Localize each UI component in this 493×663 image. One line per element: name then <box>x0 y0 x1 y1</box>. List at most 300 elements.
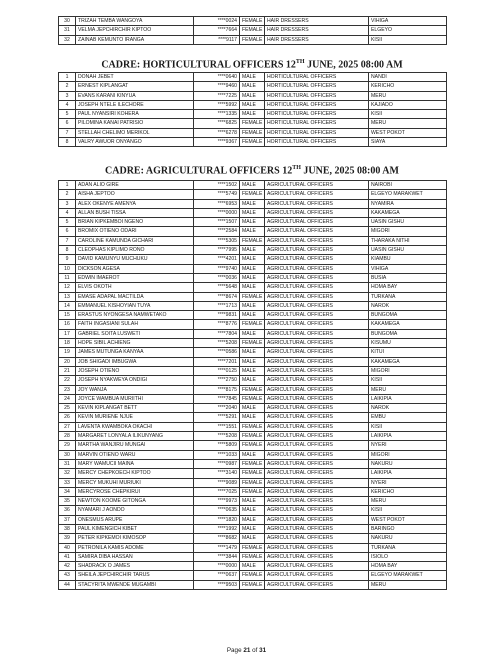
cell-row-number: 6 <box>59 119 76 128</box>
cell-row-number: 4 <box>59 208 76 217</box>
cell-name: ERNEST KIPLANGAT <box>76 82 194 91</box>
cell-county: BUNGOMA <box>369 329 447 338</box>
cell-id-number: ****2040 <box>194 404 240 413</box>
cell-cadre: AGRICULTURAL OFFICERS <box>265 292 369 301</box>
cell-cadre: AGRICULTURAL OFFICERS <box>265 450 369 459</box>
total-pages-number: 31 <box>259 647 267 654</box>
cell-cadre: AGRICULTURAL OFFICERS <box>265 385 369 394</box>
cell-row-number: 16 <box>59 320 76 329</box>
cell-cadre: AGRICULTURAL OFFICERS <box>265 580 369 589</box>
table-row <box>59 246 447 255</box>
cell-id-number: ****1992 <box>194 524 240 533</box>
cell-county: MERU <box>369 91 447 100</box>
cell-row-number: 43 <box>59 571 76 580</box>
cell-row-number: 38 <box>59 524 76 533</box>
cell-cadre: AGRICULTURAL OFFICERS <box>265 366 369 375</box>
cell-row-number: 8 <box>59 138 76 147</box>
table-row <box>59 208 447 217</box>
cell-county: THARAKA NITHI <box>369 236 447 245</box>
heading-agricultural-officers: CADRE: AGRICULTURAL OFFICERS 12TH JUNE, 2025 08:00 AM <box>105 165 399 177</box>
table-row <box>59 478 447 487</box>
cell-id-number: ****1551 <box>194 422 240 431</box>
cell-id-number: ****0987 <box>194 459 240 468</box>
cell-name: EDWIN IMAEROT <box>76 273 194 282</box>
cell-name: MERCY CHEPKOECH KIPTOO <box>76 469 194 478</box>
cell-gender: MALE <box>240 255 265 264</box>
cell-cadre: AGRICULTURAL OFFICERS <box>265 357 369 366</box>
cell-row-number: 26 <box>59 413 76 422</box>
cell-gender: MALE <box>240 199 265 208</box>
cell-row-number: 10 <box>59 264 76 273</box>
cell-gender: MALE <box>240 357 265 366</box>
table-row <box>59 292 447 301</box>
cell-county: KISII <box>369 376 447 385</box>
cell-name: EMASE ADAPAL MACTILDA <box>76 292 194 301</box>
cell-cadre: AGRICULTURAL OFFICERS <box>265 181 369 190</box>
cell-id-number: ****0637 <box>194 571 240 580</box>
cell-row-number: 18 <box>59 339 76 348</box>
cell-county: HOMA BAY <box>369 283 447 292</box>
table-row <box>59 100 447 109</box>
cell-name: KEVIN KIPLANGAT BETT <box>76 404 194 413</box>
table-row <box>59 394 447 403</box>
cell-name: HOPE SIBIL ACHIENG <box>76 339 194 348</box>
table-row <box>59 255 447 264</box>
cell-id-number: ****0635 <box>194 506 240 515</box>
table-row <box>59 422 447 431</box>
cell-cadre: AGRICULTURAL OFFICERS <box>265 562 369 571</box>
cell-gender: MALE <box>240 218 265 227</box>
cell-gender: FEMALE <box>240 119 265 128</box>
cell-row-number: 7 <box>59 236 76 245</box>
table-row <box>59 26 447 35</box>
table-row <box>59 119 447 128</box>
table-row <box>59 110 447 119</box>
cell-gender: FEMALE <box>240 385 265 394</box>
cell-row-number: 11 <box>59 273 76 282</box>
cell-cadre: AGRICULTURAL OFFICERS <box>265 441 369 450</box>
cell-id-number: ****6825 <box>194 119 240 128</box>
cell-name: ELVIS OKOTH <box>76 283 194 292</box>
cell-id-number: ****0640 <box>194 73 240 82</box>
table-row <box>59 283 447 292</box>
cell-row-number: 29 <box>59 441 76 450</box>
cell-name: ADAN ALIO GIRE <box>76 181 194 190</box>
cell-county: KERICHO <box>369 487 447 496</box>
cell-county: TURKANA <box>369 543 447 552</box>
cell-gender: FEMALE <box>240 580 265 589</box>
table-row <box>59 35 447 44</box>
cell-name: KEVIN MURIENE NJUE <box>76 413 194 422</box>
cell-id-number: ****8776 <box>194 320 240 329</box>
cell-id-number: ****2584 <box>194 227 240 236</box>
cell-county: WEST POKOT <box>369 128 447 137</box>
cell-county: MIGORI <box>369 450 447 459</box>
cell-county: KISUMU <box>369 339 447 348</box>
cell-name: JOSEPH OTIENO <box>76 366 194 375</box>
cell-gender: MALE <box>240 91 265 100</box>
cell-gender: FEMALE <box>240 459 265 468</box>
cell-row-number: 41 <box>59 552 76 561</box>
cell-cadre: AGRICULTURAL OFFICERS <box>265 543 369 552</box>
cell-id-number: ****8682 <box>194 534 240 543</box>
cell-name: DICKSON AGESA <box>76 264 194 273</box>
heading-horticultural-officers: CADRE: HORTICULTURAL OFFICERS 12TH JUNE, 2025 08:00 AM <box>101 59 403 71</box>
cell-name: PAUL NYANSIRI KOHERA <box>76 110 194 119</box>
cell-county: MIGORI <box>369 227 447 236</box>
cell-name: BRIAN KIPKEMBOI NGENO <box>76 218 194 227</box>
table-row <box>59 524 447 533</box>
table-row <box>59 264 447 273</box>
cell-name: MARY WAMUCII MAINA <box>76 459 194 468</box>
cell-row-number: 30 <box>59 17 76 26</box>
cell-name: ERASTUS NYONGESA NAMWETAKO <box>76 311 194 320</box>
cell-id-number: ****7995 <box>194 246 240 255</box>
cell-cadre: HORTICULTURAL OFFICERS <box>265 82 369 91</box>
cell-name: CAROLINE KAMUNDA GICHARI <box>76 236 194 245</box>
table-row <box>59 236 447 245</box>
cell-county: KIAMBU <box>369 255 447 264</box>
table-row <box>59 301 447 310</box>
cell-gender: FEMALE <box>240 17 265 26</box>
table-row <box>59 366 447 375</box>
table-row <box>59 543 447 552</box>
table-row <box>59 190 447 199</box>
table-row <box>59 571 447 580</box>
cell-county: MERU <box>369 580 447 589</box>
cell-row-number: 8 <box>59 246 76 255</box>
cell-cadre: HORTICULTURAL OFFICERS <box>265 100 369 109</box>
cell-name: PETER KIPKEMOI KIMOSOP <box>76 534 194 543</box>
cell-row-number: 36 <box>59 506 76 515</box>
cell-cadre: AGRICULTURAL OFFICERS <box>265 246 369 255</box>
cell-gender: MALE <box>240 329 265 338</box>
cell-cadre: AGRICULTURAL OFFICERS <box>265 534 369 543</box>
cell-name: SAMIRA DIBA HASSAN <box>76 552 194 561</box>
cell-county: EMBU <box>369 413 447 422</box>
cell-county: KERICHO <box>369 82 447 91</box>
cell-id-number: ****7025 <box>194 487 240 496</box>
cell-gender: MALE <box>240 110 265 119</box>
cell-county: KISII <box>369 110 447 119</box>
table-row <box>59 329 447 338</box>
cell-county: ELGEYO <box>369 26 447 35</box>
cell-name: PAUL KIMENGICH KIBET <box>76 524 194 533</box>
cell-gender: MALE <box>240 181 265 190</box>
cell-county: MERU <box>369 385 447 394</box>
cell-name: MARGARET LONYALA ILIKUNYANG <box>76 432 194 441</box>
cell-id-number: ****9973 <box>194 497 240 506</box>
cell-id-number: ****8175 <box>194 385 240 394</box>
cell-gender: FEMALE <box>240 432 265 441</box>
cell-name: DAVID KAMUNYU MUCHUKU <box>76 255 194 264</box>
cell-row-number: 5 <box>59 218 76 227</box>
table-row <box>59 580 447 589</box>
cell-row-number: 31 <box>59 26 76 35</box>
cell-id-number: ****1033 <box>194 450 240 459</box>
cell-cadre: AGRICULTURAL OFFICERS <box>265 236 369 245</box>
cell-name: VALRY AWUOR ONYANGO <box>76 138 194 147</box>
cell-cadre: AGRICULTURAL OFFICERS <box>265 515 369 524</box>
cell-gender: MALE <box>240 413 265 422</box>
cell-row-number: 40 <box>59 543 76 552</box>
table-row <box>59 181 447 190</box>
table-row <box>59 273 447 282</box>
cell-gender: MALE <box>240 283 265 292</box>
cell-county: UASIN GISHU <box>369 218 447 227</box>
cell-row-number: 4 <box>59 100 76 109</box>
cell-id-number: ****5809 <box>194 441 240 450</box>
cell-name: DONAH JEBET <box>76 73 194 82</box>
cell-gender: MALE <box>240 264 265 273</box>
cell-row-number: 27 <box>59 422 76 431</box>
table-row <box>59 441 447 450</box>
cell-cadre: AGRICULTURAL OFFICERS <box>265 422 369 431</box>
cell-id-number: ****7201 <box>194 357 240 366</box>
table-row <box>59 320 447 329</box>
cell-county: BARINGO <box>369 524 447 533</box>
cell-id-number: ****0000 <box>194 562 240 571</box>
cell-id-number: ****7804 <box>194 329 240 338</box>
cell-cadre: AGRICULTURAL OFFICERS <box>265 218 369 227</box>
cell-id-number: ****8674 <box>194 292 240 301</box>
cell-county: KAKAMEGA <box>369 208 447 217</box>
cell-row-number: 24 <box>59 394 76 403</box>
cell-gender: MALE <box>240 506 265 515</box>
cell-gender: MALE <box>240 227 265 236</box>
cell-gender: FEMALE <box>240 571 265 580</box>
cell-row-number: 3 <box>59 199 76 208</box>
cell-gender: MALE <box>240 311 265 320</box>
cell-cadre: AGRICULTURAL OFFICERS <box>265 394 369 403</box>
cell-id-number: ****9089 <box>194 478 240 487</box>
cell-cadre: AGRICULTURAL OFFICERS <box>265 469 369 478</box>
cell-gender: FEMALE <box>240 469 265 478</box>
cell-name: PILOMINA KANAI PATRISIO <box>76 119 194 128</box>
cell-county: HOMA BAY <box>369 562 447 571</box>
cell-row-number: 2 <box>59 82 76 91</box>
cell-row-number: 9 <box>59 255 76 264</box>
cell-county: LAIKIPIA <box>369 432 447 441</box>
cell-gender: MALE <box>240 524 265 533</box>
cell-gender: MALE <box>240 404 265 413</box>
cell-name: STELLAH CHELIMO MERIKOL <box>76 128 194 137</box>
cell-cadre: AGRICULTURAL OFFICERS <box>265 199 369 208</box>
cell-row-number: 21 <box>59 366 76 375</box>
cell-name: NYAMARI J AONDO <box>76 506 194 515</box>
cell-cadre: HORTICULTURAL OFFICERS <box>265 73 369 82</box>
cell-county: MIGORI <box>369 366 447 375</box>
cell-name: ONESMUS ARUPE <box>76 515 194 524</box>
cell-cadre: HORTICULTURAL OFFICERS <box>265 138 369 147</box>
table-row <box>59 450 447 459</box>
cell-id-number: ****5208 <box>194 432 240 441</box>
cell-name: EVANS KARANI KINYUA <box>76 91 194 100</box>
cell-name: JOSEPH NTELE ILECHORE <box>76 100 194 109</box>
cell-id-number: ****2750 <box>194 376 240 385</box>
cell-name: TRIZAH TEMBA WANGOYA <box>76 17 194 26</box>
cell-row-number: 23 <box>59 385 76 394</box>
table-row <box>59 357 447 366</box>
table-agricultural-officers <box>58 180 447 590</box>
cell-name: SHADRACK O JAMES <box>76 562 194 571</box>
cell-county: NYERI <box>369 478 447 487</box>
cell-row-number: 14 <box>59 301 76 310</box>
cell-name: CLEOPHAS KIPLIMO RONO <box>76 246 194 255</box>
table-row <box>59 404 447 413</box>
cell-name: PETRONILA KAMIS ADOME <box>76 543 194 552</box>
cell-cadre: AGRICULTURAL OFFICERS <box>265 487 369 496</box>
table-row <box>59 515 447 524</box>
cell-county: KAJIADO <box>369 100 447 109</box>
cell-id-number: ****1713 <box>194 301 240 310</box>
cell-cadre: AGRICULTURAL OFFICERS <box>265 227 369 236</box>
cell-cadre: AGRICULTURAL OFFICERS <box>265 311 369 320</box>
cell-row-number: 13 <box>59 292 76 301</box>
cell-row-number: 37 <box>59 515 76 524</box>
cell-name: FAITH INGASIANI SULAH <box>76 320 194 329</box>
cell-id-number: ****6278 <box>194 128 240 137</box>
cell-row-number: 34 <box>59 487 76 496</box>
cell-name: JAMES MUTUNGA KANYAA <box>76 348 194 357</box>
cell-gender: MALE <box>240 208 265 217</box>
cell-gender: MALE <box>240 450 265 459</box>
cell-id-number: ****4201 <box>194 255 240 264</box>
cell-cadre: AGRICULTURAL OFFICERS <box>265 301 369 310</box>
cell-cadre: AGRICULTURAL OFFICERS <box>265 329 369 338</box>
cell-cadre: AGRICULTURAL OFFICERS <box>265 208 369 217</box>
cell-gender: FEMALE <box>240 339 265 348</box>
cell-row-number: 19 <box>59 348 76 357</box>
cell-gender: FEMALE <box>240 190 265 199</box>
cell-gender: MALE <box>240 515 265 524</box>
cell-gender: MALE <box>240 366 265 375</box>
table-row <box>59 91 447 100</box>
cell-name: GABRIEL SOITA LUSWETI <box>76 329 194 338</box>
cell-id-number: ****5305 <box>194 236 240 245</box>
table-row <box>59 376 447 385</box>
cell-cadre: AGRICULTURAL OFFICERS <box>265 348 369 357</box>
cell-county: LAIKIPIA <box>369 469 447 478</box>
cell-id-number: ****3844 <box>194 552 240 561</box>
cell-cadre: AGRICULTURAL OFFICERS <box>265 404 369 413</box>
cell-id-number: ****9740 <box>194 264 240 273</box>
cell-name: JOYCE WAMBUA MURIITHI <box>76 394 194 403</box>
cell-gender: MALE <box>240 100 265 109</box>
cell-county: ELGEYO MARAKWET <box>369 190 447 199</box>
cell-name: ALLAN BUSH TISSA <box>76 208 194 217</box>
cell-gender: FEMALE <box>240 292 265 301</box>
table-hair-dressers <box>58 16 447 45</box>
cell-county: KAKAMEGA <box>369 320 447 329</box>
cell-county: VIHIGA <box>369 264 447 273</box>
cell-cadre: HAIR DRESSERS <box>265 17 369 26</box>
cell-id-number: ****0036 <box>194 273 240 282</box>
cell-cadre: HAIR DRESSERS <box>265 26 369 35</box>
cell-gender: FEMALE <box>240 543 265 552</box>
cell-gender: FEMALE <box>240 441 265 450</box>
cell-county: NAROK <box>369 301 447 310</box>
cell-cadre: AGRICULTURAL OFFICERS <box>265 459 369 468</box>
cell-county: MERU <box>369 497 447 506</box>
cell-cadre: HORTICULTURAL OFFICERS <box>265 128 369 137</box>
cell-row-number: 32 <box>59 469 76 478</box>
cell-id-number: ****5992 <box>194 100 240 109</box>
cell-cadre: AGRICULTURAL OFFICERS <box>265 432 369 441</box>
cell-name: MERCY MUKUHI MURIUKI <box>76 478 194 487</box>
cell-gender: MALE <box>240 82 265 91</box>
cell-gender: FEMALE <box>240 128 265 137</box>
cell-county: MERU <box>369 119 447 128</box>
cell-id-number: ****0000 <box>194 208 240 217</box>
cell-name: JOB SHIGADI IMBUGWA <box>76 357 194 366</box>
cell-name: ZAINAB KEMUNTO IRANGA <box>76 35 194 44</box>
cell-county: SIAYA <box>369 138 447 147</box>
table-row <box>59 459 447 468</box>
cell-name: VELMA JEPCHIRCHIR KIPTOO <box>76 26 194 35</box>
cell-id-number: ****0586 <box>194 348 240 357</box>
cell-cadre: AGRICULTURAL OFFICERS <box>265 376 369 385</box>
table-row <box>59 339 447 348</box>
cell-county: NAKURU <box>369 534 447 543</box>
cell-row-number: 2 <box>59 190 76 199</box>
cell-id-number: ****9117 <box>194 35 240 44</box>
table-row <box>59 17 447 26</box>
cell-name: JOY WANJA <box>76 385 194 394</box>
cell-id-number: ****9460 <box>194 82 240 91</box>
cell-row-number: 1 <box>59 181 76 190</box>
cell-gender: MALE <box>240 497 265 506</box>
cell-county: NAROK <box>369 404 447 413</box>
cell-county: KISII <box>369 506 447 515</box>
cell-row-number: 3 <box>59 91 76 100</box>
cell-row-number: 42 <box>59 562 76 571</box>
cell-name: EMMANUEL KISHOYIAN TUYA <box>76 301 194 310</box>
cell-id-number: ****1507 <box>194 218 240 227</box>
cell-id-number: ****9503 <box>194 580 240 589</box>
table-row <box>59 497 447 506</box>
cell-gender: MALE <box>240 301 265 310</box>
cell-row-number: 44 <box>59 580 76 589</box>
cell-cadre: AGRICULTURAL OFFICERS <box>265 264 369 273</box>
cell-id-number: ****9831 <box>194 311 240 320</box>
table-row <box>59 487 447 496</box>
cell-county: WEST POKOT <box>369 515 447 524</box>
table-row <box>59 138 447 147</box>
cell-gender: FEMALE <box>240 236 265 245</box>
table-row <box>59 385 447 394</box>
cell-id-number: ****0125 <box>194 366 240 375</box>
cell-row-number: 12 <box>59 283 76 292</box>
cell-gender: FEMALE <box>240 487 265 496</box>
cell-county: VIHIGA <box>369 17 447 26</box>
current-page-number: 21 <box>243 647 251 654</box>
cell-county: KAKAMEGA <box>369 357 447 366</box>
cell-cadre: AGRICULTURAL OFFICERS <box>265 190 369 199</box>
table-row <box>59 73 447 82</box>
cell-id-number: ****5648 <box>194 283 240 292</box>
cell-id-number: ****1820 <box>194 515 240 524</box>
cell-id-number: ****5291 <box>194 413 240 422</box>
cell-row-number: 20 <box>59 357 76 366</box>
cell-cadre: HORTICULTURAL OFFICERS <box>265 91 369 100</box>
cell-id-number: ****9367 <box>194 138 240 147</box>
cell-county: KITUI <box>369 348 447 357</box>
cell-id-number: ****6953 <box>194 199 240 208</box>
cell-cadre: AGRICULTURAL OFFICERS <box>265 552 369 561</box>
table-row <box>59 199 447 208</box>
cell-name: MERCYROSE CHEPKIRUI <box>76 487 194 496</box>
